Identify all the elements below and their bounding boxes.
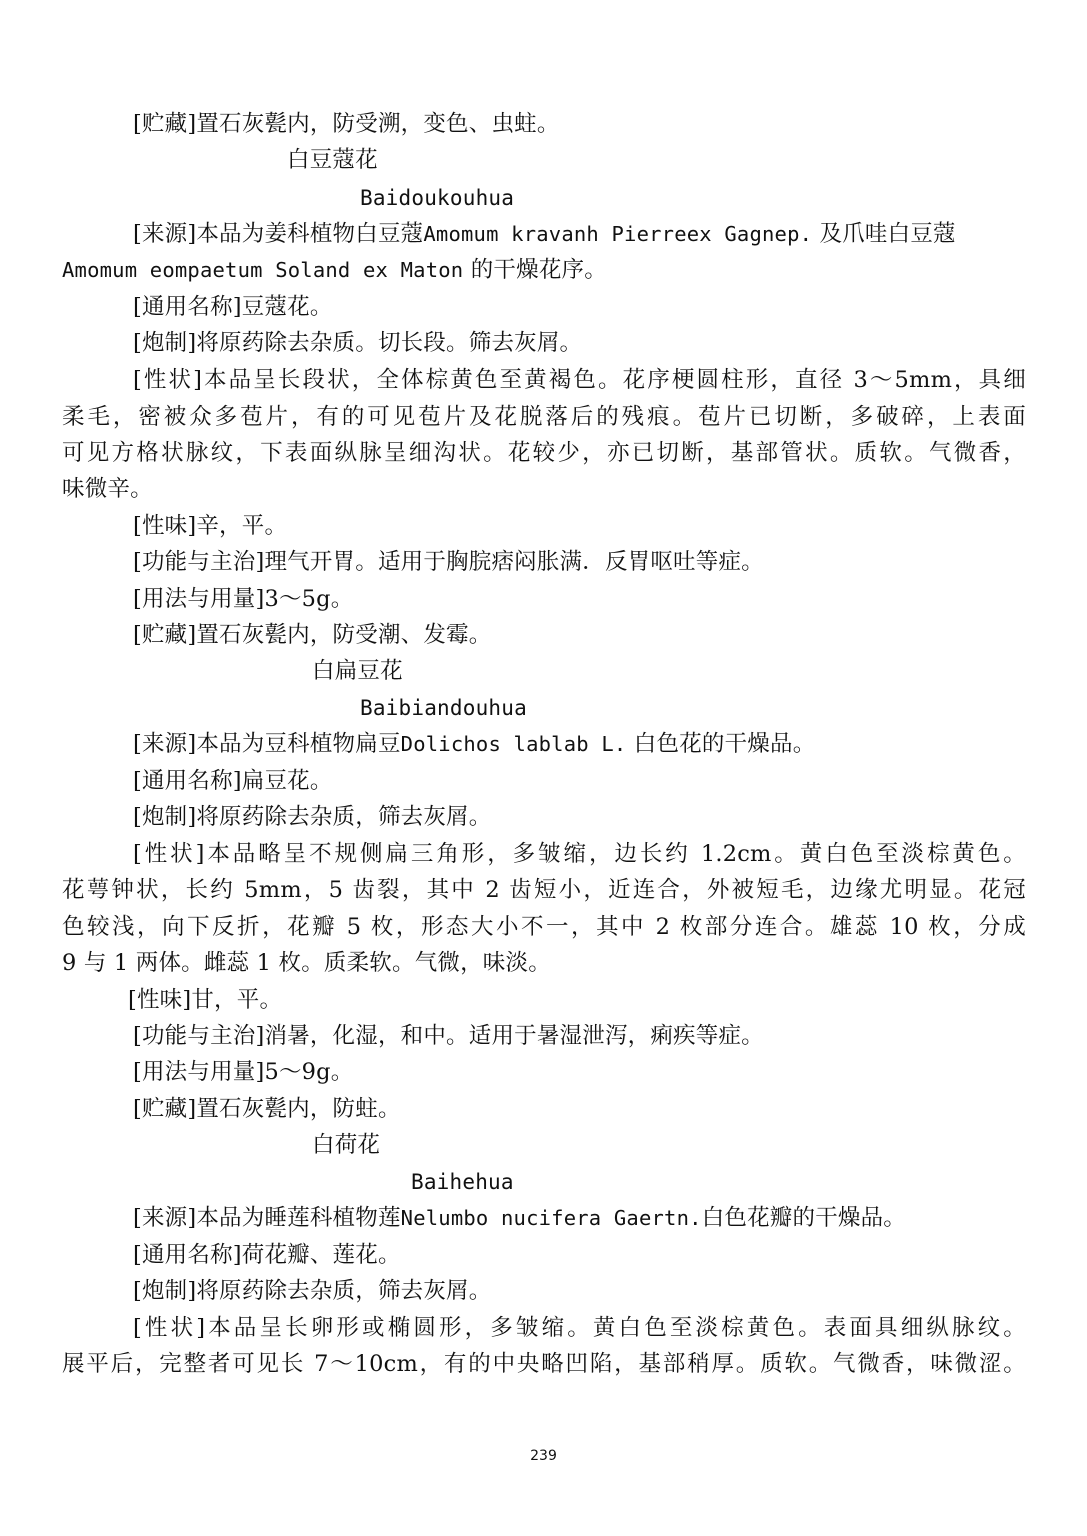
- entry-title: 白豆蔻花: [287, 147, 378, 173]
- source-text: 的干燥花序。: [470, 257, 607, 283]
- source-text: 白色花的干燥品。: [633, 731, 816, 757]
- entry-title: 白荷花: [312, 1132, 381, 1158]
- storage-line: [贮藏]置石灰甏内，防受潮、发霉。: [133, 622, 492, 648]
- source-text: 及爪哇白豆蔻: [819, 221, 956, 247]
- entry-pinyin: Baihehua: [411, 1170, 514, 1194]
- common-name-line: [通用名称]豆蔻花。: [133, 294, 333, 320]
- description-line: 花萼钟状，长约 5mm，5 齿裂，其中 2 齿短小，近连合，外被短毛，边缘尤明显。花冠: [62, 877, 1026, 903]
- description-line: 味微辛。: [62, 476, 153, 502]
- dosage-line: [用法与用量]5～9g。: [133, 1059, 354, 1085]
- latin-name: Nelumbo nucifera Gaertn.: [400, 1206, 702, 1230]
- taste-line: [性味]甘，平。: [128, 987, 283, 1013]
- processing-line: [炮制]将原药除去杂质，筛去灰屑。: [133, 804, 492, 830]
- source-text: [来源]本品为姜科植物白豆蔻: [133, 221, 424, 247]
- processing-line: [炮制]将原药除去杂质，筛去灰屑。: [133, 1278, 492, 1304]
- latin-name: Amomum kravanh Pierreex Gagnep.: [423, 222, 813, 246]
- description-line: 展平后，完整者可见长 7～10cm，有的中央略凹陷，基部稍厚。质软。气微香，味微涩。: [62, 1351, 1026, 1377]
- description-line: 9 与 1 两体。雌蕊 1 枚。质柔软。气微，味淡。: [62, 950, 551, 976]
- description-line: [性状]本品呈长段状，全体棕黄色至黄褐色。花序梗圆柱形，直径 3～5mm，具细: [133, 367, 1026, 393]
- prev-storage-line: [贮藏]置石灰甏内，防受溯，变色、虫蛀。: [133, 111, 560, 137]
- description-line: 柔毛，密被众多苞片，有的可见苞片及花脱落后的残痕。苞片已切断，多破碎，上表面: [62, 404, 1026, 430]
- description-line: [性状]本品略呈不规侧扁三角形，多皱缩，边长约 1.2cm。黄白色至淡棕黄色。: [133, 841, 1026, 867]
- source-line: [133, 726, 1026, 762]
- entry-pinyin: Baibiandouhua: [360, 696, 527, 720]
- source-line: [133, 216, 1026, 252]
- source-line: [62, 252, 1026, 288]
- description-line: 可见方格状脉纹，下表面纵脉呈细沟状。花较少，亦已切断，基部管状。质软。气微香，: [62, 440, 1026, 466]
- description-line: 色较浅，向下反折，花瓣 5 枚，形态大小不一，其中 2 枚部分连合。雄蕊 10 枚，分成: [62, 914, 1026, 940]
- source-text: 白色花瓣的干燥品。: [701, 1205, 906, 1231]
- source-text: [来源]本品为豆科植物扁豆: [133, 731, 401, 757]
- processing-line: [炮制]将原药除去杂质。切长段。筛去灰屑。: [133, 330, 583, 356]
- source-text: [来源]本品为睡莲科植物莲: [133, 1205, 401, 1231]
- entry-title: 白扁豆花: [312, 658, 403, 684]
- entry-pinyin: Baidoukouhua: [360, 186, 515, 210]
- taste-line: [性味]辛，平。: [133, 513, 288, 539]
- dosage-line: [用法与用量]3～5g。: [133, 586, 354, 612]
- description-line: [性状]本品呈长卵形或椭圆形，多皱缩。黄白色至淡棕黄色。表面具细纵脉纹。: [133, 1315, 1026, 1341]
- source-line: [133, 1200, 1026, 1236]
- common-name-line: [通用名称]扁豆花。: [133, 768, 333, 794]
- latin-name: Dolichos lablab L.: [400, 732, 627, 756]
- page-number: 239: [530, 1448, 557, 1464]
- storage-line: [贮藏]置石灰甏内，防蛀。: [133, 1096, 401, 1122]
- latin-name: Amomum eompaetum Soland ex Maton: [62, 258, 464, 282]
- function-line: [功能与主治]消暑，化湿，和中。适用于暑湿泄泻，痢疾等症。: [133, 1023, 764, 1049]
- function-line: [功能与主治]理气开胃。适用于胸脘痞闷胀满．反胃呕吐等症。: [133, 549, 764, 575]
- common-name-line: [通用名称]荷花瓣、莲花。: [133, 1242, 401, 1268]
